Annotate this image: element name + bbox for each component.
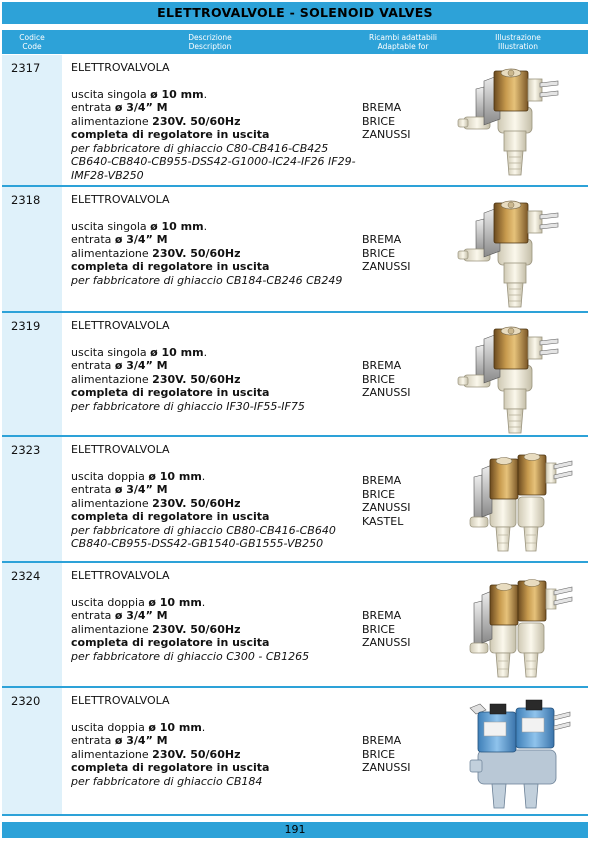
icemaker-compat: per fabbricatore di ghiaccio C300 - CB1265 <box>71 649 310 663</box>
regulator-note: completa di regolatore in uscita <box>71 260 270 273</box>
product-description <box>71 443 361 551</box>
supply-spec: alimentazione 230V. 50/60Hz <box>71 496 241 510</box>
product-row <box>2 187 588 313</box>
icemaker-compat: per fabbricatore di ghiaccio CB184-CB246 CB249 <box>71 273 343 287</box>
header-description: Descrizione Description <box>188 33 232 51</box>
single-valve-icon <box>454 317 574 441</box>
inlet-spec: entrata ø 3/4” M <box>71 233 168 246</box>
product-code: 2317 <box>2 55 62 187</box>
product-row <box>2 563 588 688</box>
supply-spec: alimentazione 230V. 50/60Hz <box>71 747 241 761</box>
brand-name: ZANUSSI <box>362 761 411 774</box>
product-description <box>71 193 361 287</box>
blue-double-valve-icon <box>464 694 584 818</box>
product-name: ELETTROVALVOLA <box>71 319 170 332</box>
brand-name: ZANUSSI <box>362 386 411 399</box>
icemaker-compat: per fabbricatore di ghiaccio IF30-IF55-IF75 <box>71 399 305 413</box>
header-adaptable: Ricambi adattabili Adaptable for <box>369 33 437 51</box>
inlet-spec: entrata ø 3/4” M <box>71 734 168 747</box>
inlet-spec: entrata ø 3/4” M <box>71 359 168 372</box>
outlet-spec: uscita doppia ø 10 mm. <box>71 469 206 483</box>
regulator-note: completa di regolatore in uscita <box>71 636 270 649</box>
header-code: Codice Code <box>19 33 45 51</box>
adaptable-brands <box>362 474 411 528</box>
brand-name: ZANUSSI <box>362 128 411 141</box>
outlet-spec: uscita singola ø 10 mm. <box>71 219 208 233</box>
brand-name: BREMA <box>362 474 402 487</box>
single-valve-icon <box>454 59 574 183</box>
supply-spec: alimentazione 230V. 50/60Hz <box>71 114 241 128</box>
brand-name: BRICE <box>362 246 396 260</box>
brand-name: ZANUSSI <box>362 501 411 514</box>
product-description <box>71 319 361 413</box>
icemaker-compat: per fabbricatore di ghiaccio CB184 <box>71 774 263 788</box>
icemaker-compat: per fabbricatore di ghiaccio C80-CB416-CB425 CB640-CB840-CB955-DSS42-G1000-IC24-IF26 IF29-IMF28-VB250 <box>71 141 356 182</box>
column-header <box>2 30 588 54</box>
product-description <box>71 694 361 788</box>
product-row <box>2 55 588 187</box>
brand-name: BRICE <box>362 622 396 636</box>
inlet-spec: entrata ø 3/4” M <box>71 101 168 114</box>
outlet-spec: uscita doppia ø 10 mm. <box>71 595 206 609</box>
brand-name: KASTEL <box>362 514 404 528</box>
product-name: ELETTROVALVOLA <box>71 61 170 74</box>
adaptable-brands <box>362 609 411 650</box>
product-code: 2319 <box>2 313 62 437</box>
brand-name: BREMA <box>362 734 402 747</box>
brand-name: BREMA <box>362 609 402 622</box>
brand-name: BREMA <box>362 233 402 246</box>
product-code: 2323 <box>2 437 62 563</box>
supply-spec: alimentazione 230V. 50/60Hz <box>71 372 241 386</box>
product-row <box>2 688 588 816</box>
adaptable-brands <box>362 734 411 775</box>
brand-name: BRICE <box>362 747 396 761</box>
supply-spec: alimentazione 230V. 50/60Hz <box>71 246 241 260</box>
outlet-spec: uscita singola ø 10 mm. <box>71 345 208 359</box>
brand-name: ZANUSSI <box>362 260 411 273</box>
product-code: 2324 <box>2 563 62 688</box>
product-code: 2318 <box>2 187 62 313</box>
regulator-note: completa di regolatore in uscita <box>71 128 270 141</box>
icemaker-compat: per fabbricatore di ghiaccio CB80-CB416-CB640 CB840-CB955-DSS42-GB1540-GB1555-VB250 <box>71 523 336 550</box>
adaptable-brands <box>362 233 411 274</box>
page-number: 191 <box>2 822 588 838</box>
brand-name: BRICE <box>362 114 396 128</box>
brand-name: BRICE <box>362 487 396 501</box>
product-name: ELETTROVALVOLA <box>71 569 170 582</box>
product-description <box>71 61 361 182</box>
product-description <box>71 569 361 663</box>
product-name: ELETTROVALVOLA <box>71 193 170 206</box>
regulator-note: completa di regolatore in uscita <box>71 510 270 523</box>
product-code: 2320 <box>2 688 62 816</box>
supply-spec: alimentazione 230V. 50/60Hz <box>71 622 241 636</box>
regulator-note: completa di regolatore in uscita <box>71 386 270 399</box>
double-valve-icon <box>464 569 584 693</box>
single-valve-icon <box>454 191 574 315</box>
page-title: ELETTROVALVOLE - SOLENOID VALVES <box>2 2 588 24</box>
inlet-spec: entrata ø 3/4” M <box>71 483 168 496</box>
adaptable-brands <box>362 359 411 400</box>
double-valve-icon <box>464 443 584 567</box>
brand-name: BREMA <box>362 359 402 372</box>
product-name: ELETTROVALVOLA <box>71 443 170 456</box>
outlet-spec: uscita doppia ø 10 mm. <box>71 720 206 734</box>
product-name: ELETTROVALVOLA <box>71 694 170 707</box>
brand-name: BRICE <box>362 372 396 386</box>
adaptable-brands <box>362 101 411 142</box>
brand-name: BREMA <box>362 101 402 114</box>
product-row <box>2 313 588 437</box>
brand-name: ZANUSSI <box>362 636 411 649</box>
product-row <box>2 437 588 563</box>
inlet-spec: entrata ø 3/4” M <box>71 609 168 622</box>
row-divider <box>2 814 588 816</box>
regulator-note: completa di regolatore in uscita <box>71 761 270 774</box>
outlet-spec: uscita singola ø 10 mm. <box>71 87 208 101</box>
header-illustration: Illustrazione Illustration <box>495 33 541 51</box>
